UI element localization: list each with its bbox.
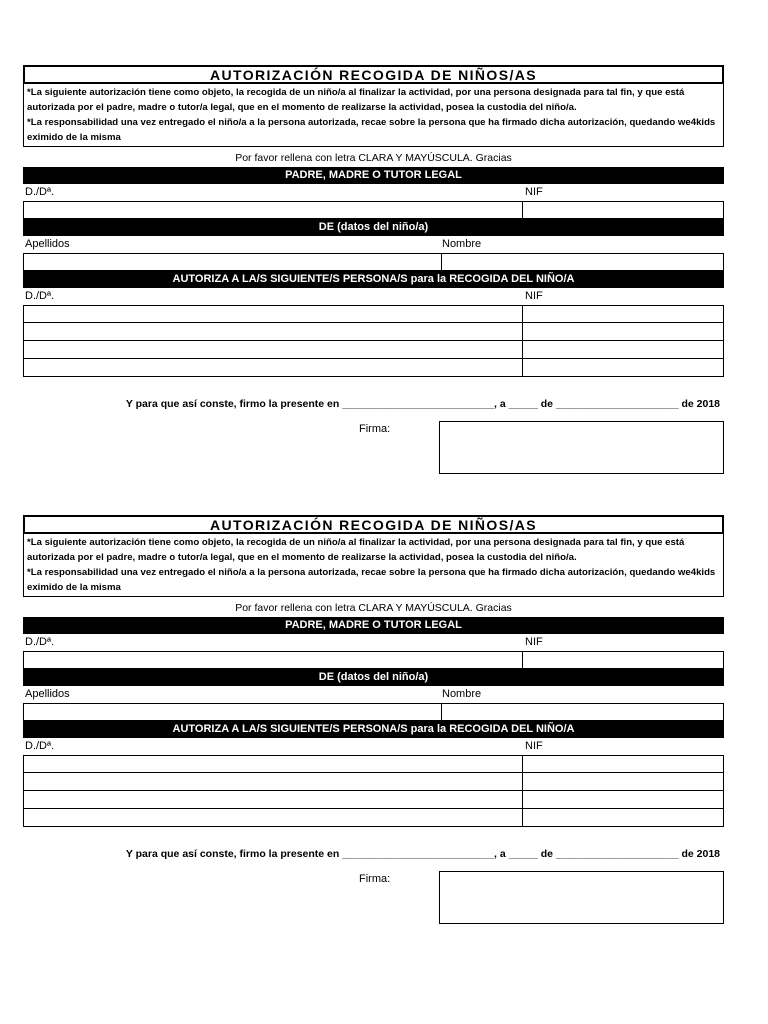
authorized-name-field[interactable]	[24, 773, 523, 790]
child-surname-field[interactable]	[24, 704, 442, 720]
authorized-nif-field[interactable]	[523, 306, 723, 322]
child-input-row	[23, 703, 724, 721]
form-title: AUTORIZACIÓN RECOGIDA DE NIÑOS/AS	[23, 515, 724, 534]
authorized-person-row	[23, 359, 724, 377]
label-surname: Apellidos	[25, 688, 70, 700]
label-surname: Apellidos	[25, 238, 70, 250]
authorized-person-row	[23, 305, 724, 323]
signature-label: Firma:	[359, 873, 391, 885]
parent-input-row	[23, 651, 724, 669]
authorization-form-2	[23, 515, 724, 941]
section-header-parent: PADRE, MADRE O TUTOR LEGAL	[23, 617, 724, 634]
authorized-person-row	[23, 755, 724, 773]
parent-name-field[interactable]	[24, 652, 523, 668]
label-firstname: Nombre	[442, 238, 482, 250]
form-title: AUTORIZACIÓN RECOGIDA DE NIÑOS/AS	[23, 65, 724, 84]
authorized-person-row	[23, 791, 724, 809]
authorized-person-row	[23, 323, 724, 341]
authorized-person-row	[23, 809, 724, 827]
label-nif: NIF	[525, 636, 543, 648]
fill-instructions: Por favor rellena con letra CLARA Y MAYÚSCULA. Gracias	[235, 602, 512, 614]
label-firstname: Nombre	[442, 688, 482, 700]
authorized-labels	[23, 288, 724, 305]
parent-nif-field[interactable]	[523, 652, 723, 668]
child-firstname-field[interactable]	[442, 704, 723, 720]
signature-box[interactable]	[439, 421, 724, 474]
attestation-line: Y para que así conste, firmo la presente en __________________________, a _____ de _____________________ de 2018	[125, 848, 720, 860]
intro-paragraph-2: *La responsabilidad una vez entregado el niño/a a la persona autorizada, recae sobre la persona que ha firmado dicha autorización, quedando we4kids eximido de la misma	[27, 117, 716, 143]
section-header-authorized: AUTORIZA A LA/S SIGUIENTE/S PERSONA/S para la RECOGIDA DEL NIÑO/A	[23, 721, 724, 738]
signature-label: Firma:	[359, 423, 391, 435]
intro-text	[23, 534, 724, 597]
authorized-name-field[interactable]	[24, 359, 523, 376]
intro-paragraph-1: *La siguiente autorización tiene como objeto, la recogida de un niño/a al finalizar la actividad, por una persona designada para tal fin, y que está autorizada por el padre, madre o tutor/a legal, que en el momento de realizarse la actividad, posea la custodia del niño/a.	[27, 537, 685, 563]
authorization-form-1	[23, 65, 724, 491]
authorized-nif-field[interactable]	[523, 756, 723, 772]
parent-labels	[23, 184, 724, 201]
child-labels	[23, 686, 724, 703]
authorized-labels	[23, 738, 724, 755]
authorized-nif-field[interactable]	[523, 359, 723, 376]
authorized-nif-field[interactable]	[523, 809, 723, 826]
section-header-child: DE (datos del niño/a)	[23, 669, 724, 686]
intro-paragraph-1: *La siguiente autorización tiene como objeto, la recogida de un niño/a al finalizar la actividad, por una persona designada para tal fin, y que está autorizada por el padre, madre o tutor/a legal, que en el momento de realizarse la actividad, posea la custodia del niño/a.	[27, 87, 685, 113]
authorized-person-row	[23, 341, 724, 359]
fill-instructions: Por favor rellena con letra CLARA Y MAYÚSCULA. Gracias	[235, 152, 512, 164]
authorized-name-field[interactable]	[24, 756, 523, 772]
authorized-name-field[interactable]	[24, 809, 523, 826]
authorized-name-field[interactable]	[24, 323, 523, 340]
attestation-line: Y para que así conste, firmo la presente en __________________________, a _____ de _____________________ de 2018	[125, 398, 720, 410]
label-name: D./Dª.	[25, 290, 55, 302]
authorized-person-row	[23, 773, 724, 791]
child-input-row	[23, 253, 724, 271]
section-header-child: DE (datos del niño/a)	[23, 219, 724, 236]
parent-input-row	[23, 201, 724, 219]
authorized-name-field[interactable]	[24, 791, 523, 808]
label-nif: NIF	[525, 186, 543, 198]
label-name: D./Dª.	[25, 636, 55, 648]
signature-area	[23, 871, 724, 941]
authorized-nif-field[interactable]	[523, 773, 723, 790]
intro-paragraph-2: *La responsabilidad una vez entregado el niño/a a la persona autorizada, recae sobre la persona que ha firmado dicha autorización, quedando we4kids eximido de la misma	[27, 567, 716, 593]
authorized-nif-field[interactable]	[523, 791, 723, 808]
parent-labels	[23, 634, 724, 651]
authorized-name-field[interactable]	[24, 306, 523, 322]
signature-box[interactable]	[439, 871, 724, 924]
label-name: D./Dª.	[25, 740, 55, 752]
child-surname-field[interactable]	[24, 254, 442, 270]
authorized-name-field[interactable]	[24, 341, 523, 358]
parent-name-field[interactable]	[24, 202, 523, 218]
label-nif: NIF	[525, 740, 543, 752]
section-header-parent: PADRE, MADRE O TUTOR LEGAL	[23, 167, 724, 184]
authorized-nif-field[interactable]	[523, 323, 723, 340]
parent-nif-field[interactable]	[523, 202, 723, 218]
label-name: D./Dª.	[25, 186, 55, 198]
section-header-authorized: AUTORIZA A LA/S SIGUIENTE/S PERSONA/S para la RECOGIDA DEL NIÑO/A	[23, 271, 724, 288]
child-labels	[23, 236, 724, 253]
signature-area	[23, 421, 724, 491]
intro-text	[23, 84, 724, 147]
authorized-nif-field[interactable]	[523, 341, 723, 358]
child-firstname-field[interactable]	[442, 254, 723, 270]
label-nif: NIF	[525, 290, 543, 302]
